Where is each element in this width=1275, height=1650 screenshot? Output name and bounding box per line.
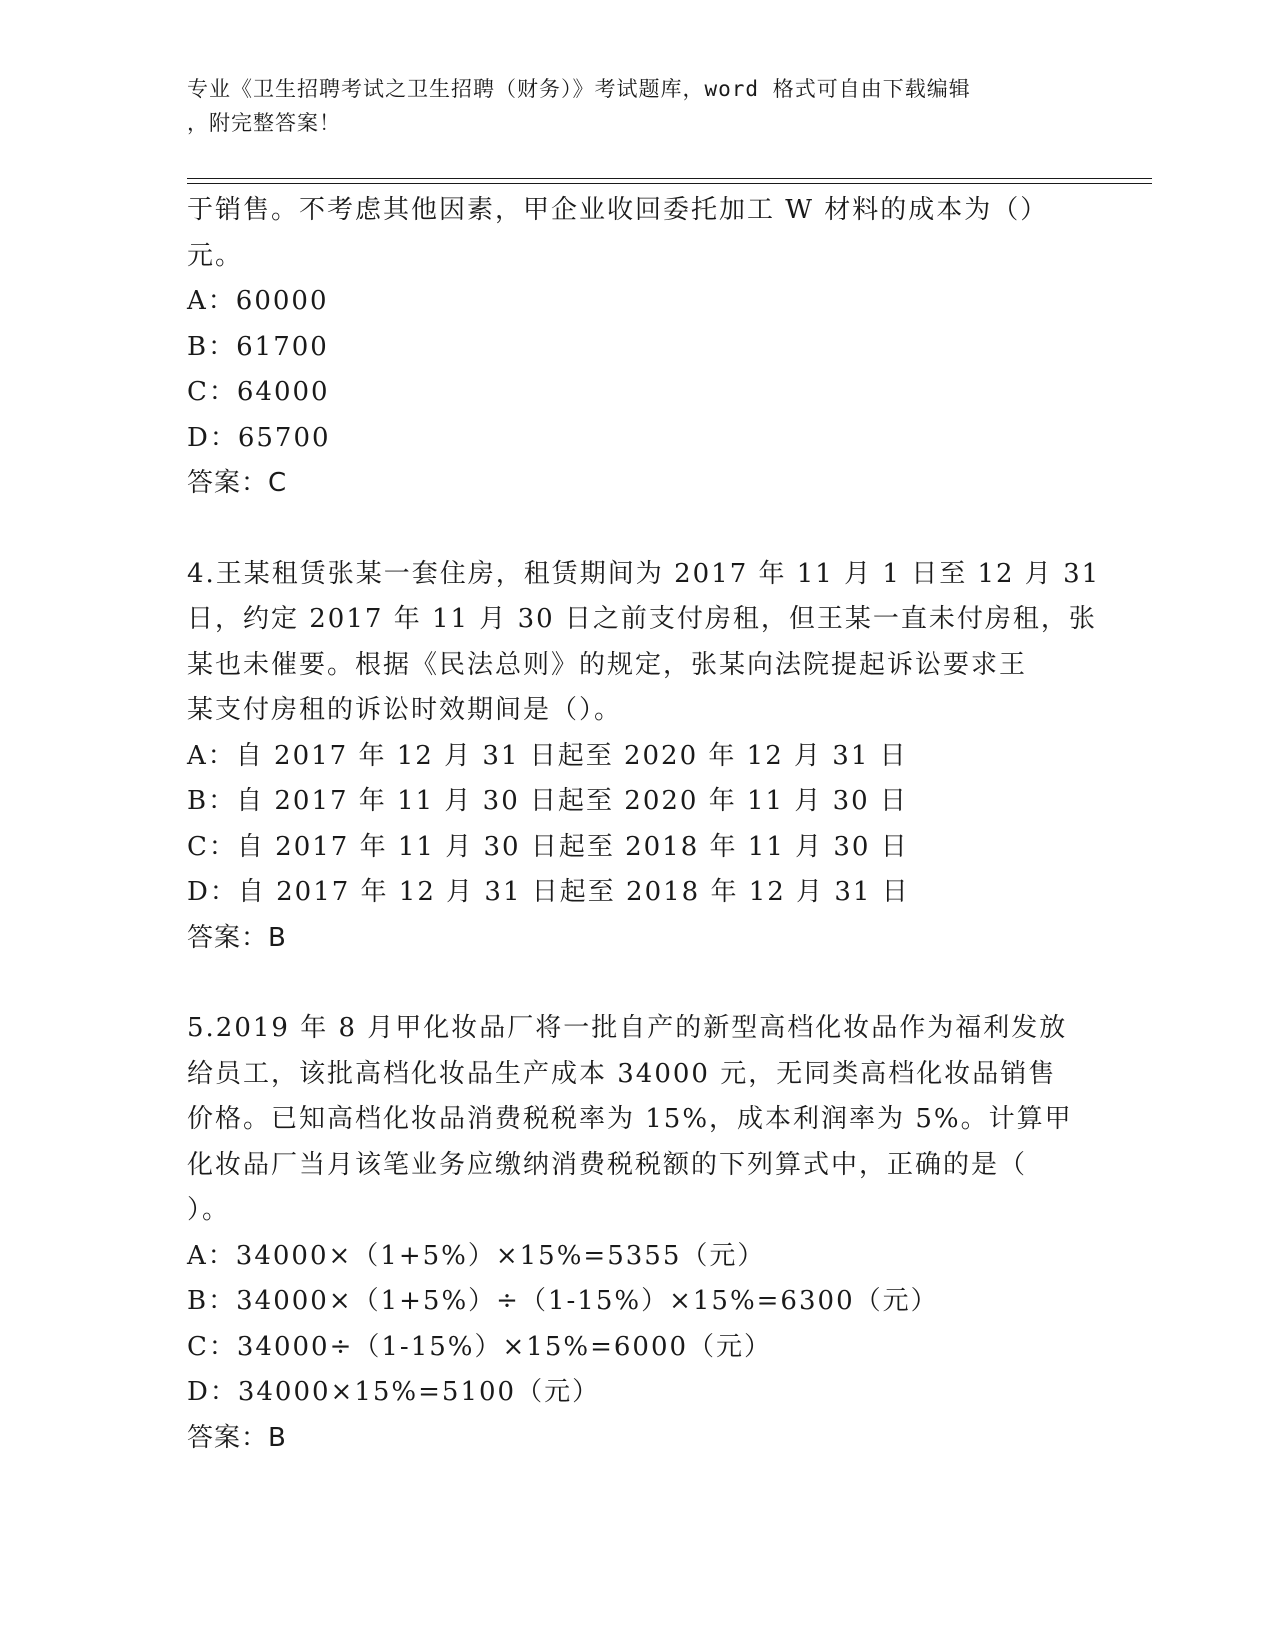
header-line-2: ，附完整答案！ [187, 111, 341, 135]
option-c: C：64000 [187, 377, 330, 407]
answer-line: 答案：B [187, 922, 287, 953]
answer-line: 答案：C [187, 468, 288, 498]
option-c: C：34000÷（1-15%）×15%=6000（元） [187, 1331, 773, 1362]
question-stem-line: 4.王某租赁张某一套住房，租赁期间为 2017 年 11 月 1 日至 12 月 31 [187, 558, 1101, 589]
option-d: D：自 2017 年 12 月 31 日起至 2018 年 12 月 31 日 [187, 877, 910, 907]
option-a: A：60000 [187, 286, 329, 316]
document-body [187, 188, 1101, 1461]
question-stem-line: 价格。已知高档化妆品消费税税率为 15%，成本利润率为 5%。计算甲 [187, 1104, 1073, 1134]
option-c: C：自 2017 年 11 月 30 日起至 2018 年 11 月 30 日 [187, 831, 909, 862]
question-stem-line: 化妆品厂当月该笔业务应缴纳消费税税额的下列算式中，正确的是（ [187, 1149, 1028, 1180]
question-stem-line: 日，约定 2017 年 11 月 30 日之前支付房租，但王某一直未付房租，张 [187, 604, 1097, 634]
question-stem-line: 某也未催要。根据《民法总则》的规定，张某向法院提起诉讼要求王 [187, 649, 1028, 680]
option-a: A：自 2017 年 12 月 31 日起至 2020 年 12 月 31 日 [187, 740, 908, 771]
option-d: D：65700 [187, 422, 331, 453]
question-stem-line: 5.2019 年 8 月甲化妆品厂将一批自产的新型高档化妆品作为福利发放 [187, 1013, 1068, 1043]
header-line-1: 专业《卫生招聘考试之卫生招聘（财务）》考试题库，word 格式可自由下载编辑 [187, 77, 971, 101]
option-d: D：34000×15%=5100（元） [187, 1377, 601, 1407]
question-stem-line: 某支付房租的诉讼时效期间是（）。 [187, 695, 623, 725]
header-divider-top [187, 178, 1152, 179]
option-a: A：34000×（1+5%）×15%=5355（元） [187, 1240, 766, 1271]
document-header [187, 72, 1067, 140]
question-stem-line: ）。 [187, 1195, 231, 1225]
question-spacer [187, 961, 1087, 1006]
question-stem-line: 于销售。不考虑其他因素，甲企业收回委托加工 W 材料的成本为（） [187, 195, 1049, 225]
option-b: B：自 2017 年 11 月 30 日起至 2020 年 11 月 30 日 [187, 786, 908, 816]
option-b: B：61700 [187, 331, 329, 362]
question-4 [187, 552, 1101, 962]
header-divider-bottom [187, 183, 1152, 184]
answer-line: 答案：B [187, 1422, 287, 1453]
question-stem-line: 元。 [187, 240, 244, 271]
question-5 [187, 1006, 1087, 1461]
option-b: B：34000×（1+5%）÷（1-15%）×15%=6300（元） [187, 1286, 939, 1316]
question-spacer [187, 507, 1087, 552]
question-3 [187, 188, 1087, 507]
question-stem-line: 给员工，该批高档化妆品生产成本 34000 元，无同类高档化妆品销售 [187, 1058, 1057, 1089]
